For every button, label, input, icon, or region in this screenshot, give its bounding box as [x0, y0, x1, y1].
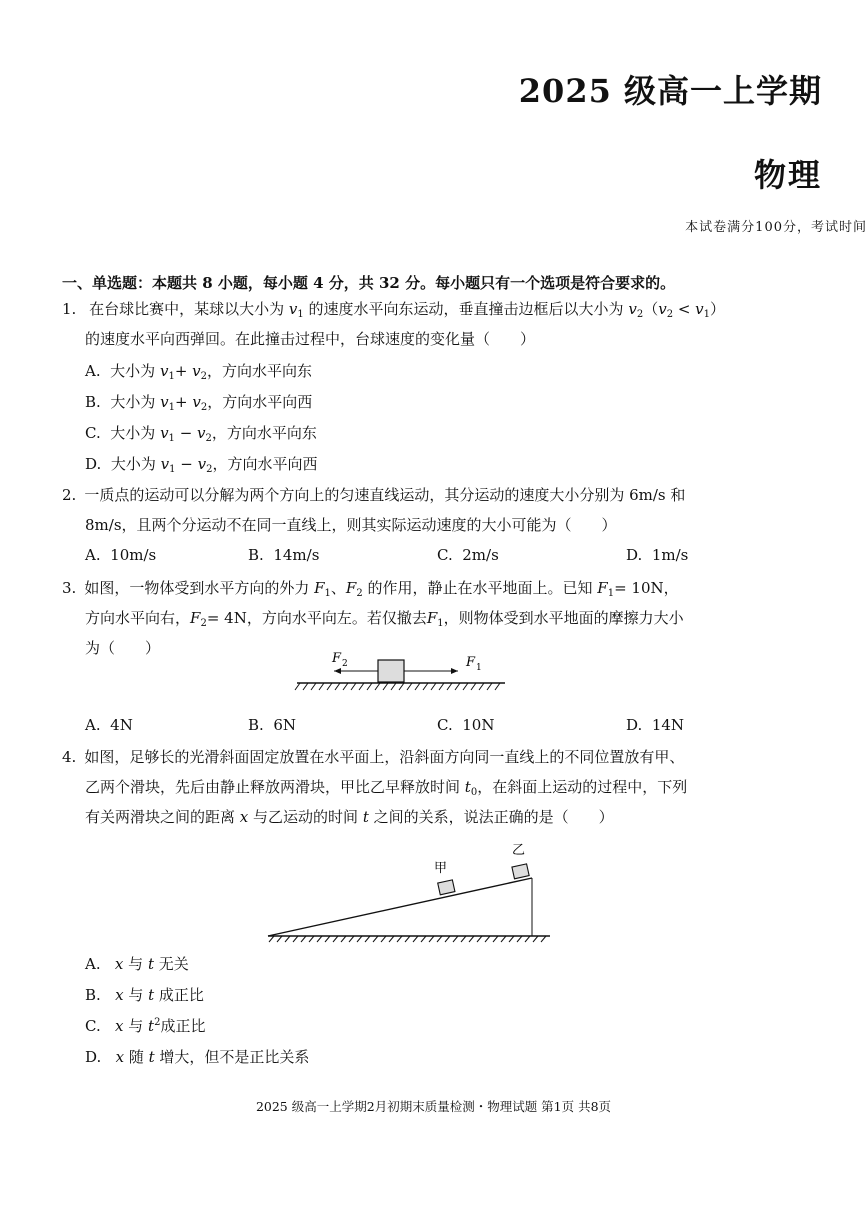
ground-hatch — [295, 683, 500, 690]
exam-title: 2025 级高一上学期 — [518, 72, 822, 110]
q4-figure — [260, 838, 560, 948]
q2-option-c[interactable]: C. 2m/s — [437, 546, 499, 564]
q3-line3: 为（ ） — [85, 639, 161, 657]
svg-text:2: 2 — [342, 659, 348, 669]
q2-option-b[interactable]: B. 14m/s — [248, 546, 320, 564]
q1-number: 1. — [62, 300, 77, 318]
q3-option-c[interactable]: C. 10N — [437, 716, 495, 734]
q2-option-d[interactable]: D. 1m/s — [626, 546, 689, 564]
q2-option-a[interactable]: A. 10m/s — [85, 546, 157, 564]
q1-option-c[interactable]: C. 大小为 $v_1 - v_2$，方向水平向东 — [85, 424, 317, 444]
f2-label: F — [332, 651, 342, 666]
q2-line1: 2. 一质点的运动可以分解为两个方向上的匀速直线运动，其分运动的速度大小分别为 6m/s 和 — [62, 486, 686, 504]
q4-option-a[interactable]: A. x 与 t 无关 — [85, 955, 189, 973]
block — [378, 660, 404, 682]
q1-line1: 1. 在台球比赛中，某球以大小为 $v_1$ 的速度水平向东运动，垂直撞击边框后以大小为 $v_2(v_2 < v_1)$ — [62, 300, 726, 320]
label-yi: 乙 — [512, 843, 526, 858]
base-hatch — [269, 936, 546, 942]
q3-option-d[interactable]: D. 14N — [626, 716, 685, 734]
q1-option-b[interactable]: B. 大小为 $v_1+ v_2$，方向水平向西 — [85, 393, 313, 413]
label-jia: 甲 — [434, 861, 448, 876]
q3-line2: 方向水平向右，$F_2= 4N$，方向水平向左。若仅撤去$F_1$，则物体受到水平地面的摩擦力大小 — [85, 609, 684, 629]
q4-line3: 有关两滑块之间的距离 x 与乙运动的时间 t 之间的关系，说法正确的是（ ） — [85, 808, 614, 826]
section-heading: 一、单选题：本题共 8 小题，每小题 4 分，共 32 分。每小题只有一个选项是符合要求的。 — [62, 274, 676, 292]
q2-line2: 8m/s，且两个分运动不在同一直线上，则其实际运动速度的大小可能为（ ） — [85, 516, 617, 534]
svg-text:1: 1 — [476, 663, 482, 673]
q1-line2: 的速度水平向西弹回。在此撞击过程中，台球速度的变化量（ ） — [85, 330, 536, 348]
q3-option-b[interactable]: B. 6N — [248, 716, 297, 734]
q4-line2: 乙两个滑块，先后由静止释放两滑块，甲比乙早释放时间 $t_0$，在斜面上运动的过程中，下列 — [85, 778, 688, 798]
q3-line1: 3. 如图，一物体受到水平方向的外力 $F_1$、$F_2$ 的作用，静止在水平地面上。已知 $F_1= 10N$， — [62, 579, 679, 599]
exam-note: 本试卷满分100分，考试时间 — [685, 220, 867, 235]
subject-title: 物理 — [753, 156, 822, 194]
f1-label: F — [466, 655, 476, 670]
block-yi — [512, 864, 529, 879]
block-jia — [438, 880, 455, 895]
q4-line1: 4. 如图，足够长的光滑斜面固定放置在水平面上，沿斜面方向同一直线上的不同位置放有甲、 — [62, 748, 685, 766]
q3-figure — [290, 648, 510, 698]
q1-option-d[interactable]: D. 大小为 $v_1 - v_2$，方向水平向西 — [85, 455, 318, 475]
q3-option-a[interactable]: A. 4N — [85, 716, 133, 734]
q4-option-c[interactable]: C. x 与 $t^2$成正比 — [85, 1017, 206, 1035]
q4-option-d[interactable]: D. x 随 t 增大，但不是正比关系 — [85, 1048, 310, 1066]
incline — [268, 878, 532, 936]
q4-option-b[interactable]: B. x 与 t 成正比 — [85, 986, 204, 1004]
page-footer: 2025 级高一上学期2月初期末质量检测・物理试题 第1页 共8页 — [255, 1099, 612, 1114]
q1-option-a[interactable]: A. 大小为 $v_1+ v_2$，方向水平向东 — [85, 362, 313, 382]
